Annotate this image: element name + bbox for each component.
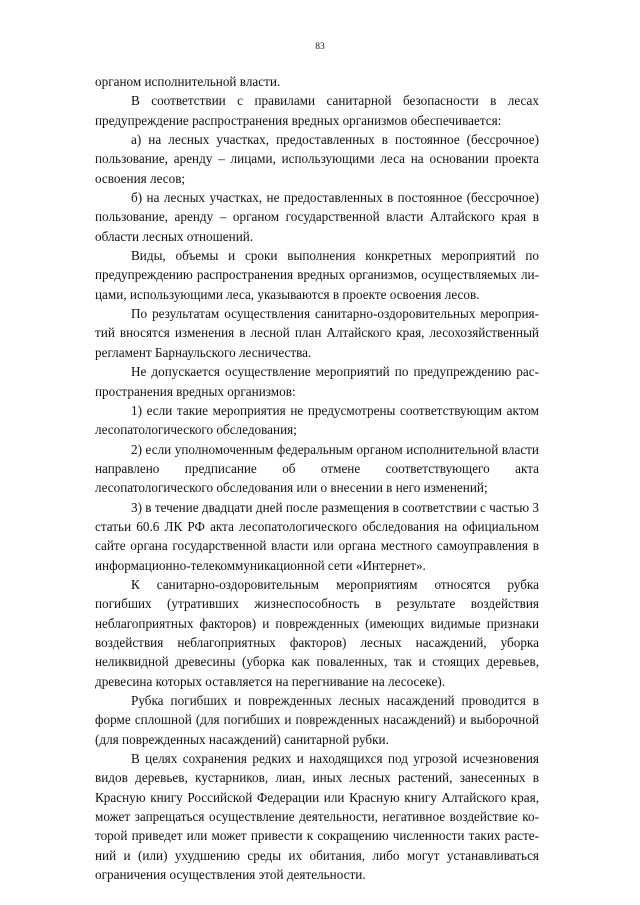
paragraph-item-b: б) на лесных участках, не предоставленных в постоянное (бессрочное) пользование, аренду – органом государственной власти Алтайского края в области лесных отношений.: [95, 190, 539, 244]
paragraph-types-volumes: Виды, объемы и сроки выполнения конкретных мероприятий по предупреждению распространения вредных организмов, осуществляемых лицами, использующими леса, указываются в проекте освоения лесов.: [95, 248, 539, 302]
paragraph-not-allowed: Не допускается осуществление мероприятий по предупреждению распространения вредных организмов:: [95, 364, 539, 399]
paragraph-continuation: органом исполнительной власти.: [95, 74, 281, 89]
paragraph-felling: Рубка погибших и поврежденных лесных насаждений проводится в форме сплошной (для погибших и поврежденных насаждений) и выборочной (для поврежденных насаждений) санитарной рубки.: [95, 693, 539, 747]
paragraph-sanitary-rules: В соответствии с правилами санитарной безопасности в лесах предупреждение распространения вредных организмов обеспечивается:: [95, 93, 539, 128]
page-number: 83: [315, 42, 325, 52]
paragraph-item-2: 2) если уполномоченным федеральным органом исполнительной власти направлено предписание об отмене соответствующего акта лесопатологического обследования или о внесении в него изменений;: [95, 441, 539, 496]
document-body: [95, 72, 539, 884]
paragraph-red-book: В целях сохранения редких и находящихся под угрозой исчезновения видов деревьев, кустарников, лиан, иных лесных растений, занесенных в Красную книгу Российской Федерации или Красную книгу Алтайского края, может запрещаться осуществление деятельности, негативное воздействие которой приведет или может привести к сокращению численности таких растений и (или) ухудшению среды их обитания, либо могут устанавливаться ограничения осуществления этой деятельности.: [95, 751, 539, 883]
paragraph-results: По результатам осуществления санитарно-оздоровительных мероприятий вносятся изменения в лесной план Алтайского края, лесохозяйственный регламент Барнаульского лесничества.: [95, 306, 539, 360]
paragraph-item-a: а) на лесных участках, предоставленных в постоянное (бессрочное) пользование, аренду – лицами, использующими леса на основании проекта освоения лесов;: [95, 132, 539, 186]
paragraph-item-1: 1) если такие мероприятия не предусмотрены соответствующим актом лесопатологического обследования;: [95, 402, 539, 438]
paragraph-sanitary-measures: К санитарно-оздоровительным мероприятиям относятся рубка погибших (утративших жизнеспособность в результате воздействия неблагоприятных факторов) и поврежденных (имеющих видимые признаки воздействия неблагоприятных факторов) лесных насаждений, уборка неликвидной древесины (уборка как поваленных, так и стоящих деревьев, древесина которых оставляется на перегнивание на лесосеке).: [95, 576, 539, 689]
paragraph-item-3: 3) в течение двадцати дней после размещения в соответствии с частью 3 статьи 60.6 ЛК РФ акта лесопатологического обследования на официальном сайте органа государственной власти или органа местного самоуправления в информационно-телекоммуникационной сети «Интернет».: [95, 499, 539, 573]
